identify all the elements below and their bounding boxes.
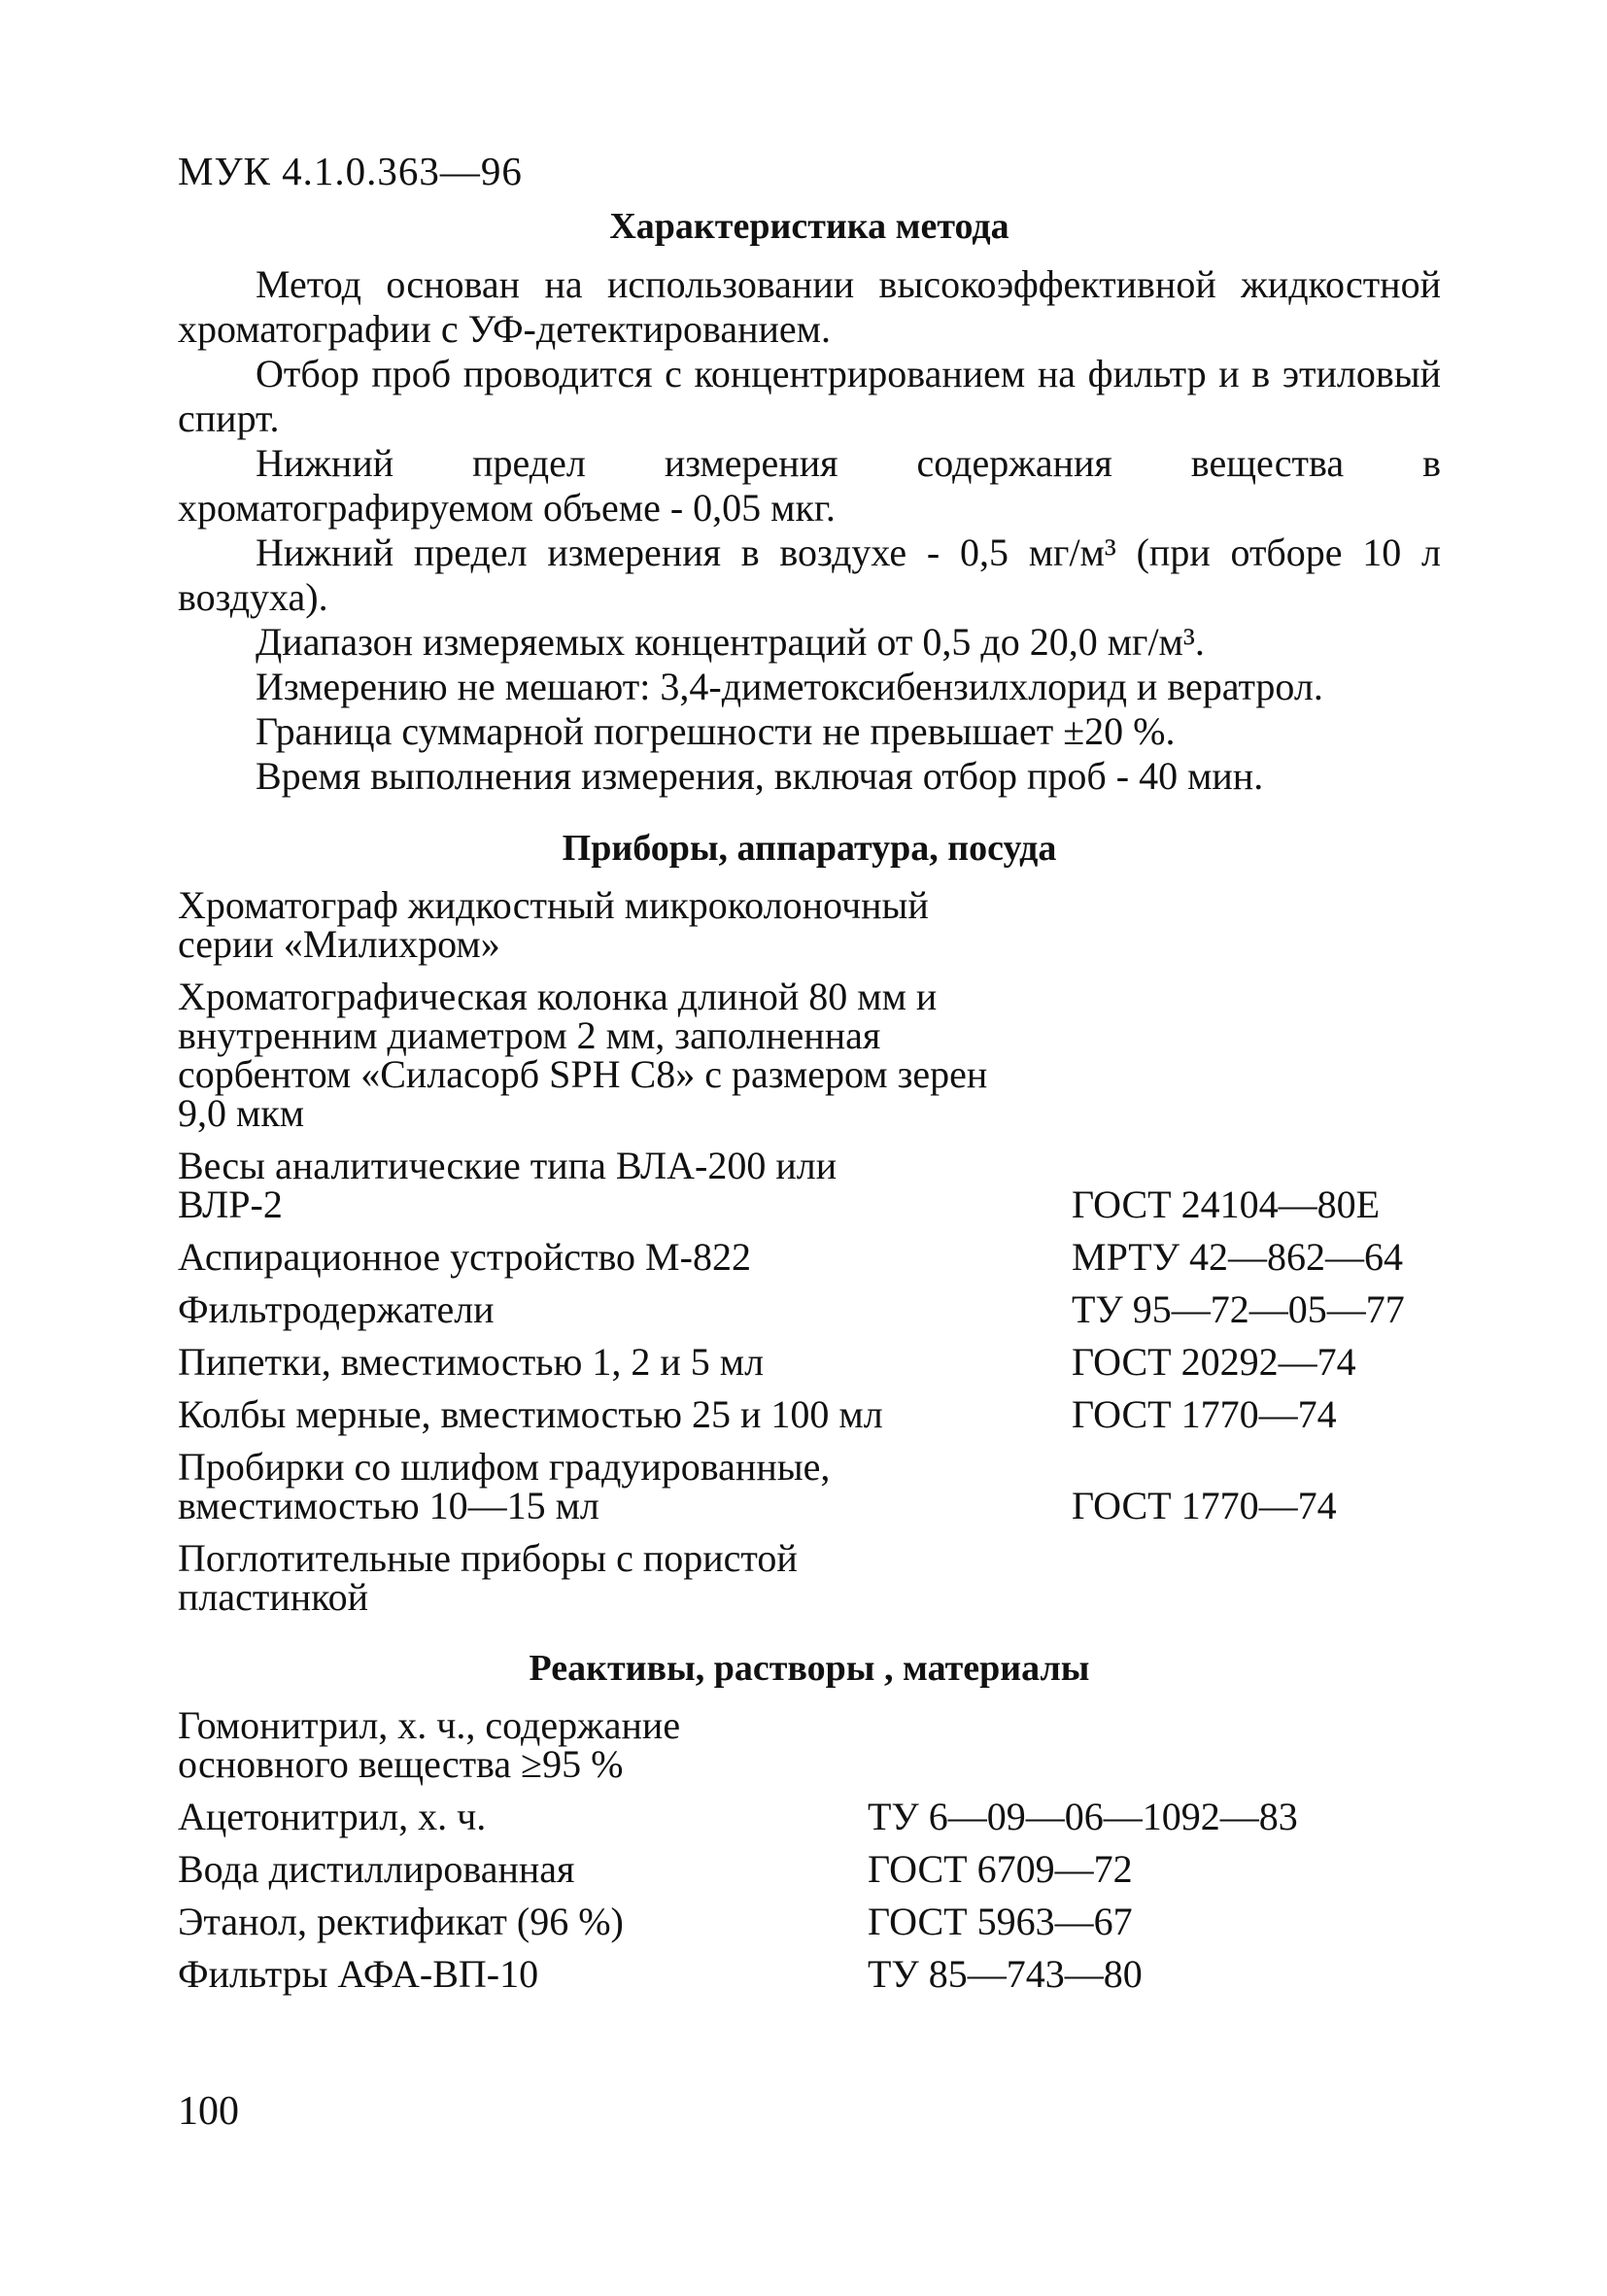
- list-item: [178, 1536, 1441, 1619]
- list-item: [178, 1235, 1441, 1279]
- item-name: Ацетонитрил, х. ч.: [178, 1795, 487, 1838]
- item-standard: ТУ 85—743—80: [868, 1952, 1143, 1996]
- item-name: Вода дистиллированная: [178, 1847, 575, 1891]
- list-item: [178, 1795, 1441, 1838]
- method-paragraph: Граница суммарной погрешности не превышает ±20 %.: [256, 709, 1176, 753]
- list-item: [178, 1847, 1441, 1891]
- method-paragraph: Диапазон измеряемых концентраций от 0,5 до 20,0 мг/м³.: [256, 620, 1205, 664]
- item-name: Колбы мерные, вместимостью 25 и 100 мл: [178, 1392, 883, 1436]
- item-name: Фильтродержатели: [178, 1287, 495, 1331]
- section-title-reagents: Реактивы, растворы , материалы: [529, 1648, 1090, 1689]
- list-item: [178, 977, 1441, 1133]
- section-title-equipment: Приборы, аппаратура, посуда: [562, 828, 1057, 869]
- item-standard: ГОСТ 1770—74: [1072, 1484, 1337, 1527]
- list-item: [178, 1952, 1441, 1996]
- document-code: МУК 4.1.0.363—96: [178, 149, 523, 193]
- method-paragraph: Время выполнения измерения, включая отбор проб - 40 мин.: [256, 754, 1264, 798]
- item-name: Хроматографическая колонка длиной 80 мм и внутренним диаметром 2 мм, заполненная сорбентом «Силасорб SPH C8» с размером зерен 9,0 мкм: [178, 975, 988, 1135]
- list-item: [178, 1144, 1441, 1226]
- item-name: Весы аналитические типа ВЛА-200 или ВЛР-2: [178, 1144, 838, 1226]
- item-name: Гомонитрил, х. ч., содержание основного вещества ≥95 %: [178, 1703, 681, 1786]
- list-item: [178, 1287, 1441, 1331]
- equipment-list: [178, 883, 1441, 1619]
- list-item: [178, 883, 1441, 966]
- method-paragraph: Нижний предел измерения в воздухе - 0,5 мг/м³ (при отборе 10 л воздуха).: [178, 531, 1441, 619]
- method-paragraph: Метод основан на использовании высокоэффективной жидкостной хроматографии с УФ-детектированием.: [178, 262, 1441, 351]
- method-paragraph: Измерению не мешают: 3,4-диметоксибензилхлорид и вератрол.: [256, 665, 1323, 708]
- item-standard: ГОСТ 1770—74: [1072, 1392, 1337, 1436]
- list-item: [178, 1445, 1441, 1527]
- method-paragraph: Отбор проб проводится с концентрированием на фильтр и в этиловый спирт.: [178, 352, 1441, 440]
- item-name: Этанол, ректификат (96 %): [178, 1900, 624, 1943]
- method-paragraph: Нижний предел измерения содержания вещества в хроматографируемом объеме - 0,05 мкг.: [178, 441, 1441, 530]
- list-item: [178, 1902, 1441, 1941]
- item-standard: ГОСТ 6709—72: [868, 1847, 1133, 1891]
- item-name: Хроматограф жидкостный микроколоночный серии «Милихром»: [178, 883, 929, 966]
- item-standard: ТУ 95—72—05—77: [1072, 1287, 1405, 1331]
- document-page: [178, 146, 1441, 2186]
- item-name: Пробирки со шлифом градуированные, вместимостью 10—15 мл: [178, 1445, 831, 1527]
- item-standard: МРТУ 42—862—64: [1072, 1235, 1404, 1279]
- item-standard: ГОСТ 5963—67: [868, 1900, 1133, 1943]
- section-title-method: Характеристика метода: [609, 206, 1009, 247]
- item-name: Аспирационное устройство М-822: [178, 1235, 751, 1279]
- item-name: Пипетки, вместимостью 1, 2 и 5 мл: [178, 1340, 765, 1384]
- item-name: Поглотительные приборы с пористой пластинкой: [178, 1536, 798, 1619]
- item-standard: ГОСТ 20292—74: [1072, 1340, 1356, 1384]
- item-name: Фильтры АФА-ВП-10: [178, 1952, 539, 1996]
- list-item: [178, 1340, 1441, 1384]
- list-item: [178, 1392, 1441, 1436]
- list-item: [178, 1703, 1441, 1786]
- page-number: 100: [178, 2089, 239, 2134]
- item-standard: ТУ 6—09—06—1092—83: [868, 1795, 1298, 1838]
- reagents-list: [178, 1703, 1441, 1996]
- method-paragraphs: [178, 262, 1441, 799]
- item-standard: ГОСТ 24104—80Е: [1072, 1182, 1381, 1226]
